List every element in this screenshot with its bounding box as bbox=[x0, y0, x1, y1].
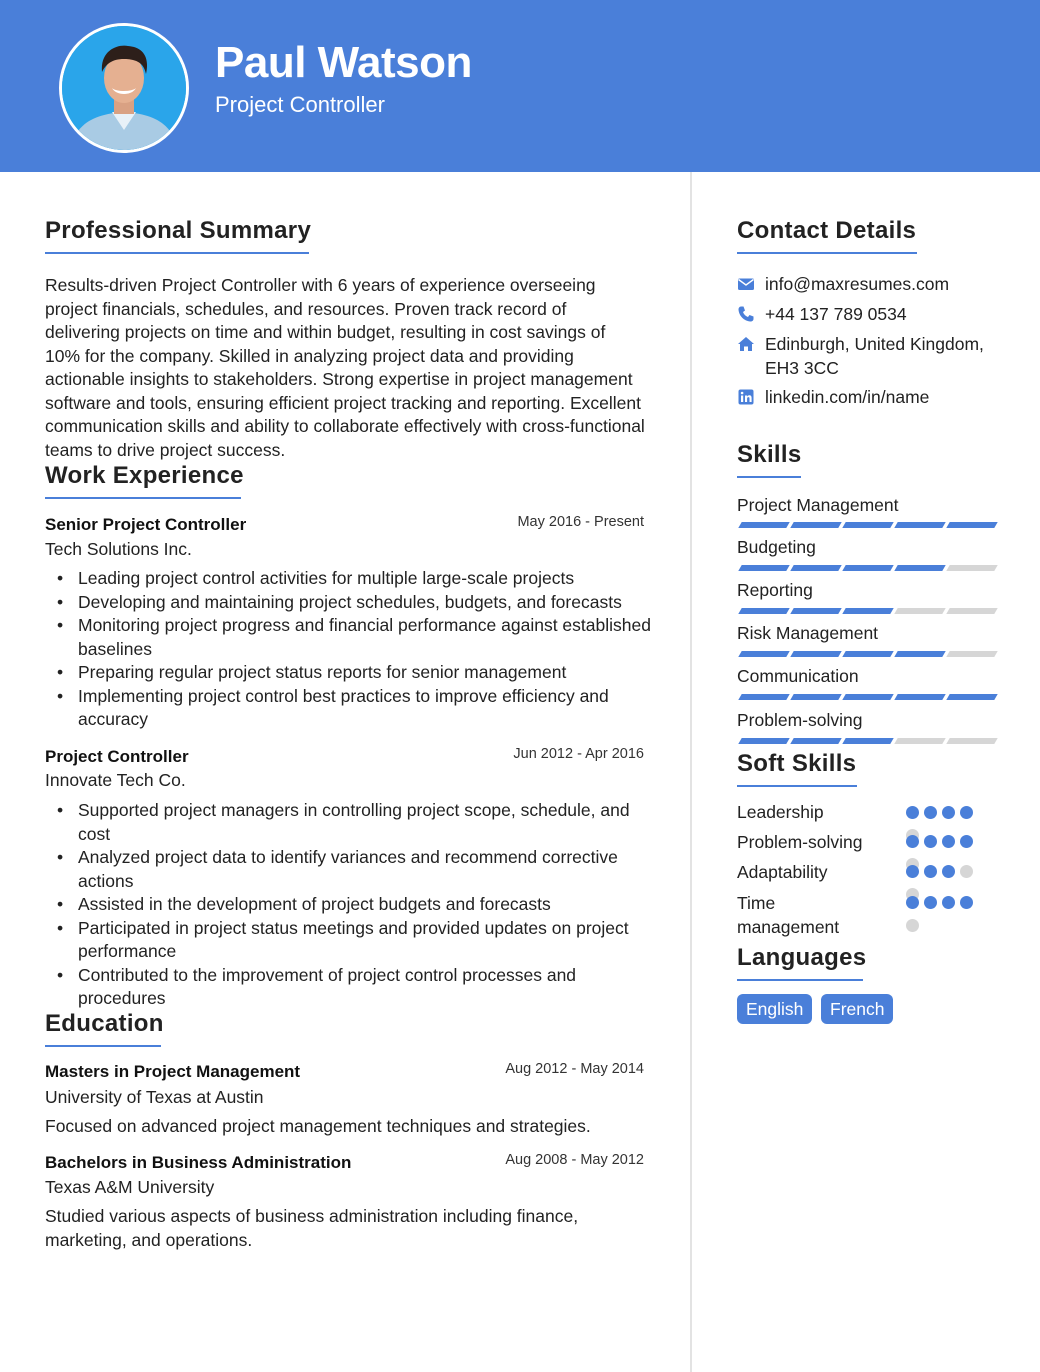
skill-level-segment bbox=[894, 522, 945, 528]
school-name: Texas A&M University bbox=[45, 1177, 215, 1197]
contact-heading-underline bbox=[737, 252, 917, 254]
person-avatar-icon bbox=[62, 26, 186, 150]
soft-skill-dot bbox=[942, 835, 955, 848]
skill-level-bar bbox=[738, 565, 994, 571]
bullet-item: • Developing and maintaining project schedules, budgets, and forecasts bbox=[45, 591, 655, 615]
contact-phone[interactable] bbox=[737, 303, 997, 327]
bullet-item: • Analyzed project data to identify variances and recommend corrective actions bbox=[45, 846, 655, 893]
skill-level-bar bbox=[738, 522, 994, 528]
skill-level-bar bbox=[738, 651, 994, 657]
skill-level-segment bbox=[738, 694, 789, 700]
school-name: University of Texas at Austin bbox=[45, 1087, 264, 1107]
skill-level-segment bbox=[738, 522, 789, 528]
skill-level-segment bbox=[946, 608, 997, 614]
language-tag: French bbox=[821, 994, 893, 1024]
skill-level-segment bbox=[790, 522, 841, 528]
degree-description: Focused on advanced project management techniques and strategies. bbox=[45, 1116, 591, 1136]
skill-level-segment bbox=[790, 608, 841, 614]
skill-level-segment bbox=[894, 608, 945, 614]
contact-email-text: info@maxresumes.com bbox=[765, 274, 950, 294]
skill-level-segment bbox=[894, 694, 945, 700]
languages-heading-underline bbox=[737, 979, 863, 981]
soft-skills-heading-underline bbox=[737, 785, 857, 787]
skill-level-segment bbox=[738, 565, 789, 571]
phone-icon bbox=[737, 305, 755, 323]
soft-skill-dot bbox=[924, 835, 937, 848]
soft-skill-dot bbox=[942, 865, 955, 878]
summary-heading: Professional Summary bbox=[45, 217, 312, 244]
skill-level-segment bbox=[842, 522, 893, 528]
skill-name: Problem-solving bbox=[737, 710, 863, 730]
soft-skill-name: Adaptability bbox=[737, 862, 828, 882]
soft-skill-dot bbox=[906, 835, 919, 848]
skill-level-segment bbox=[842, 565, 893, 571]
experience-heading: Work Experience bbox=[45, 462, 244, 489]
bullet-item: • Assisted in the development of project budgets and forecasts bbox=[45, 893, 655, 917]
skill-level-segment bbox=[946, 694, 997, 700]
soft-skill-dot bbox=[942, 896, 955, 909]
summary-text: Results-driven Project Controller with 6 years of experience overseeing project financials, schedules, and resources. Proven track record of delivering projects on time and within budget, resulting in cost savings of 10% for the company. Skilled in analyzing project data and providing actionable insights to stakeholders. Strong expertise in project management software and tools, ensuring efficient project tracking and reporting. Excellent communication skills and ability to collaborate effectively with cross-functional teams to drive project success. bbox=[45, 275, 645, 460]
job-company: Innovate Tech Co. bbox=[45, 770, 186, 790]
job-company: Tech Solutions Inc. bbox=[45, 539, 192, 559]
degree-dates: Aug 2008 - May 2012 bbox=[505, 1152, 644, 1168]
skills-heading: Skills bbox=[737, 441, 802, 468]
soft-skill-dot bbox=[924, 896, 937, 909]
contact-heading: Contact Details bbox=[737, 217, 917, 244]
skill-level-segment bbox=[842, 608, 893, 614]
education-heading: Education bbox=[45, 1010, 164, 1037]
degree-description: Studied various aspects of business administration including finance, marketing, and operations. bbox=[45, 1206, 579, 1250]
skill-name: Communication bbox=[737, 666, 859, 686]
soft-skill-dot bbox=[960, 865, 973, 878]
degree-title: Masters in Project Management bbox=[45, 1062, 301, 1081]
soft-skill-dot bbox=[906, 919, 919, 932]
bullet-item: • Preparing regular project status reports for senior management bbox=[45, 661, 655, 685]
education-heading-underline bbox=[45, 1045, 161, 1047]
skill-level-segment bbox=[842, 738, 893, 744]
skill-level-segment bbox=[790, 694, 841, 700]
envelope-icon bbox=[737, 275, 755, 293]
linkedin-icon bbox=[737, 388, 755, 406]
job-title: Senior Project Controller bbox=[45, 515, 247, 534]
degree-title: Bachelors in Business Administration bbox=[45, 1153, 352, 1172]
soft-skill-dot bbox=[942, 806, 955, 819]
bullet-item: • Supported project managers in controlling project scope, schedule, and cost bbox=[45, 799, 655, 846]
skill-level-segment bbox=[738, 738, 789, 744]
skills-heading-underline bbox=[737, 476, 801, 478]
header-banner bbox=[0, 0, 1040, 172]
skill-level-segment bbox=[894, 738, 945, 744]
contact-address-text: Edinburgh, United Kingdom, EH3 3CC bbox=[765, 334, 984, 378]
soft-skill-dot bbox=[960, 896, 973, 909]
soft-skill-dot bbox=[960, 835, 973, 848]
soft-skill-dot bbox=[906, 865, 919, 878]
skill-level-bar bbox=[738, 738, 994, 744]
bullet-item: • Monitoring project progress and financial performance against established baselines bbox=[45, 614, 655, 661]
soft-skills-heading: Soft Skills bbox=[737, 750, 857, 777]
contact-linkedin[interactable] bbox=[737, 386, 997, 410]
skill-name: Reporting bbox=[737, 580, 813, 600]
contact-linkedin-text: linkedin.com/in/name bbox=[765, 387, 930, 407]
soft-skill-name: Leadership bbox=[737, 802, 824, 822]
contact-address bbox=[737, 333, 997, 381]
bullet-item: • Implementing project control best practices to improve efficiency and accuracy bbox=[45, 685, 655, 732]
skill-name: Risk Management bbox=[737, 623, 879, 643]
skill-level-segment bbox=[946, 651, 997, 657]
languages-heading: Languages bbox=[737, 944, 867, 971]
summary-heading-underline bbox=[45, 252, 309, 254]
soft-skill-dot bbox=[924, 806, 937, 819]
job-title: Project Controller bbox=[45, 747, 189, 766]
soft-skill-dot bbox=[906, 896, 919, 909]
column-divider bbox=[690, 172, 692, 1372]
job-dates: May 2016 - Present bbox=[517, 514, 644, 530]
candidate-name: Paul Watson bbox=[215, 38, 472, 87]
soft-skill-dot bbox=[960, 806, 973, 819]
contact-email[interactable] bbox=[737, 273, 997, 297]
soft-skill-name: Problem-solving bbox=[737, 832, 863, 852]
job-dates: Jun 2012 - Apr 2016 bbox=[513, 746, 644, 762]
skill-level-bar bbox=[738, 694, 994, 700]
skill-level-segment bbox=[790, 738, 841, 744]
skill-level-segment bbox=[946, 522, 997, 528]
skill-level-segment bbox=[842, 694, 893, 700]
soft-skill-dot bbox=[924, 865, 937, 878]
language-tag: English bbox=[737, 994, 812, 1024]
job-bullets bbox=[45, 799, 655, 1011]
skill-level-bar bbox=[738, 608, 994, 614]
skill-level-segment bbox=[894, 565, 945, 571]
experience-heading-underline bbox=[45, 497, 241, 499]
skill-level-segment bbox=[790, 651, 841, 657]
profile-photo bbox=[59, 23, 189, 153]
skill-level-segment bbox=[790, 565, 841, 571]
skill-name: Budgeting bbox=[737, 537, 816, 557]
skill-level-segment bbox=[738, 608, 789, 614]
soft-skill-name: Time management bbox=[737, 893, 840, 937]
skill-level-segment bbox=[894, 651, 945, 657]
skill-level-segment bbox=[842, 651, 893, 657]
candidate-title: Project Controller bbox=[215, 92, 385, 117]
soft-skill-dot bbox=[906, 806, 919, 819]
skill-level-segment bbox=[946, 565, 997, 571]
home-icon bbox=[737, 335, 755, 353]
bullet-item: • Contributed to the improvement of project control processes and procedures bbox=[45, 964, 655, 1011]
degree-dates: Aug 2012 - May 2014 bbox=[505, 1061, 644, 1077]
skill-level-segment bbox=[946, 738, 997, 744]
bullet-item: • Leading project control activities for multiple large-scale projects bbox=[45, 567, 655, 591]
skill-level-segment bbox=[738, 651, 789, 657]
skill-name: Project Management bbox=[737, 495, 899, 515]
bullet-item: • Participated in project status meetings and provided updates on project performance bbox=[45, 917, 655, 964]
job-bullets bbox=[45, 567, 655, 732]
contact-phone-text: +44 137 789 0534 bbox=[765, 304, 907, 324]
